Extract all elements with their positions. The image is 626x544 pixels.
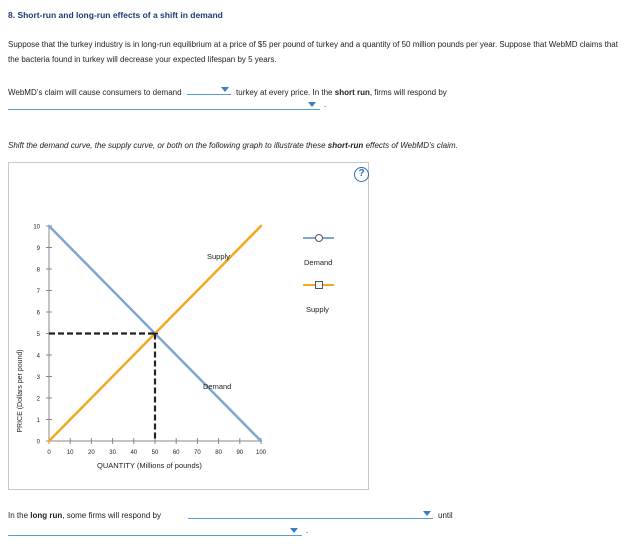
y-tick-label: 9	[36, 246, 40, 252]
demand-curve-label: Demand	[203, 382, 232, 391]
line1-middle: turkey at every price. In the	[236, 88, 333, 97]
supply-curve-label: Supply	[207, 252, 230, 261]
demand-tool-label: Demand	[304, 258, 333, 267]
x-tick-label: 50	[151, 450, 159, 456]
instruction-prefix: Shift the demand curve, the supply curve, or both on the following graph to illustrate these	[8, 141, 326, 150]
y-tick-label: 7	[36, 289, 40, 295]
demand-change-dropdown[interactable]	[187, 84, 231, 95]
bottom-suffix: , some firms will respond by	[62, 511, 161, 520]
help-icon[interactable]: ?	[354, 167, 369, 182]
demand-tool[interactable]	[303, 235, 334, 268]
question-title: 8. Short-run and long-run effects of a shift in demand	[8, 10, 223, 20]
y-tick-label: 5	[36, 332, 40, 338]
supply-tool[interactable]	[303, 282, 334, 315]
dropdown-arrow-icon	[290, 528, 298, 533]
bottom-period: .	[306, 526, 309, 535]
x-tick-label: 40	[130, 450, 138, 456]
x-axis-label: QUANTITY (Millions of pounds)	[97, 461, 202, 470]
x-tick-label: 80	[215, 450, 222, 456]
question-paragraph: Suppose that the turkey industry is in long-run equilibrium at a price of $5 per pound of turkey and a quantity of 50 million pounds per year. Suppose that WebMD claims that the bacteria found in turkey will decrease your expected lifespan by 5 years.	[8, 40, 618, 64]
y-tick-label: 2	[36, 396, 40, 403]
circle-handle-icon	[316, 235, 323, 242]
x-tick-label: 90	[236, 450, 244, 456]
dropdown-arrow-icon	[423, 511, 431, 516]
bottom-prefix: In the	[8, 511, 29, 520]
x-tick-label: 30	[109, 450, 116, 456]
graph-instruction	[8, 141, 458, 150]
x-tick-label: 100	[255, 450, 267, 456]
long-run-response-dropdown[interactable]	[188, 508, 433, 519]
question-bottom-line	[8, 511, 161, 520]
line1-bold: short run	[334, 88, 370, 97]
y-tick-label: 0	[36, 439, 40, 446]
long-run-until-dropdown[interactable]	[8, 525, 302, 536]
y-axis-label: PRICE (Dollars per pound)	[17, 349, 24, 433]
instruction-suffix: effects of WebMD’s claim.	[365, 141, 458, 150]
supply-tool-label: Supply	[306, 305, 329, 314]
x-tick-label: 20	[88, 450, 95, 456]
x-tick-label: 0	[47, 450, 51, 456]
x-tick-label: 10	[66, 450, 74, 456]
x-tick-label: 60	[172, 450, 180, 456]
question-line-1	[8, 84, 447, 97]
dropdown-arrow-icon	[308, 102, 316, 107]
dropdown-arrow-icon	[221, 87, 229, 92]
instruction-bold: short-run	[327, 141, 364, 150]
y-tick-label: 3	[36, 375, 40, 381]
supply-demand-chart	[9, 163, 370, 491]
until-text: until	[438, 511, 453, 520]
short-run-response-dropdown[interactable]	[8, 99, 320, 110]
line1-suffix: , firms will respond by	[369, 88, 447, 97]
y-tick-label: 8	[36, 267, 40, 274]
line1-prefix: WebMD’s claim will cause consumers to demand	[8, 88, 182, 97]
x-tick-label: 70	[194, 450, 201, 456]
y-tick-label: 4	[36, 353, 40, 360]
y-tick-label: 10	[33, 224, 40, 231]
bottom-bold: long run	[30, 511, 63, 520]
y-tick-label: 6	[36, 310, 40, 317]
line1-period: .	[324, 100, 327, 109]
graph-panel	[8, 162, 369, 490]
square-handle-icon	[316, 282, 323, 289]
y-tick-label: 1	[36, 418, 40, 424]
